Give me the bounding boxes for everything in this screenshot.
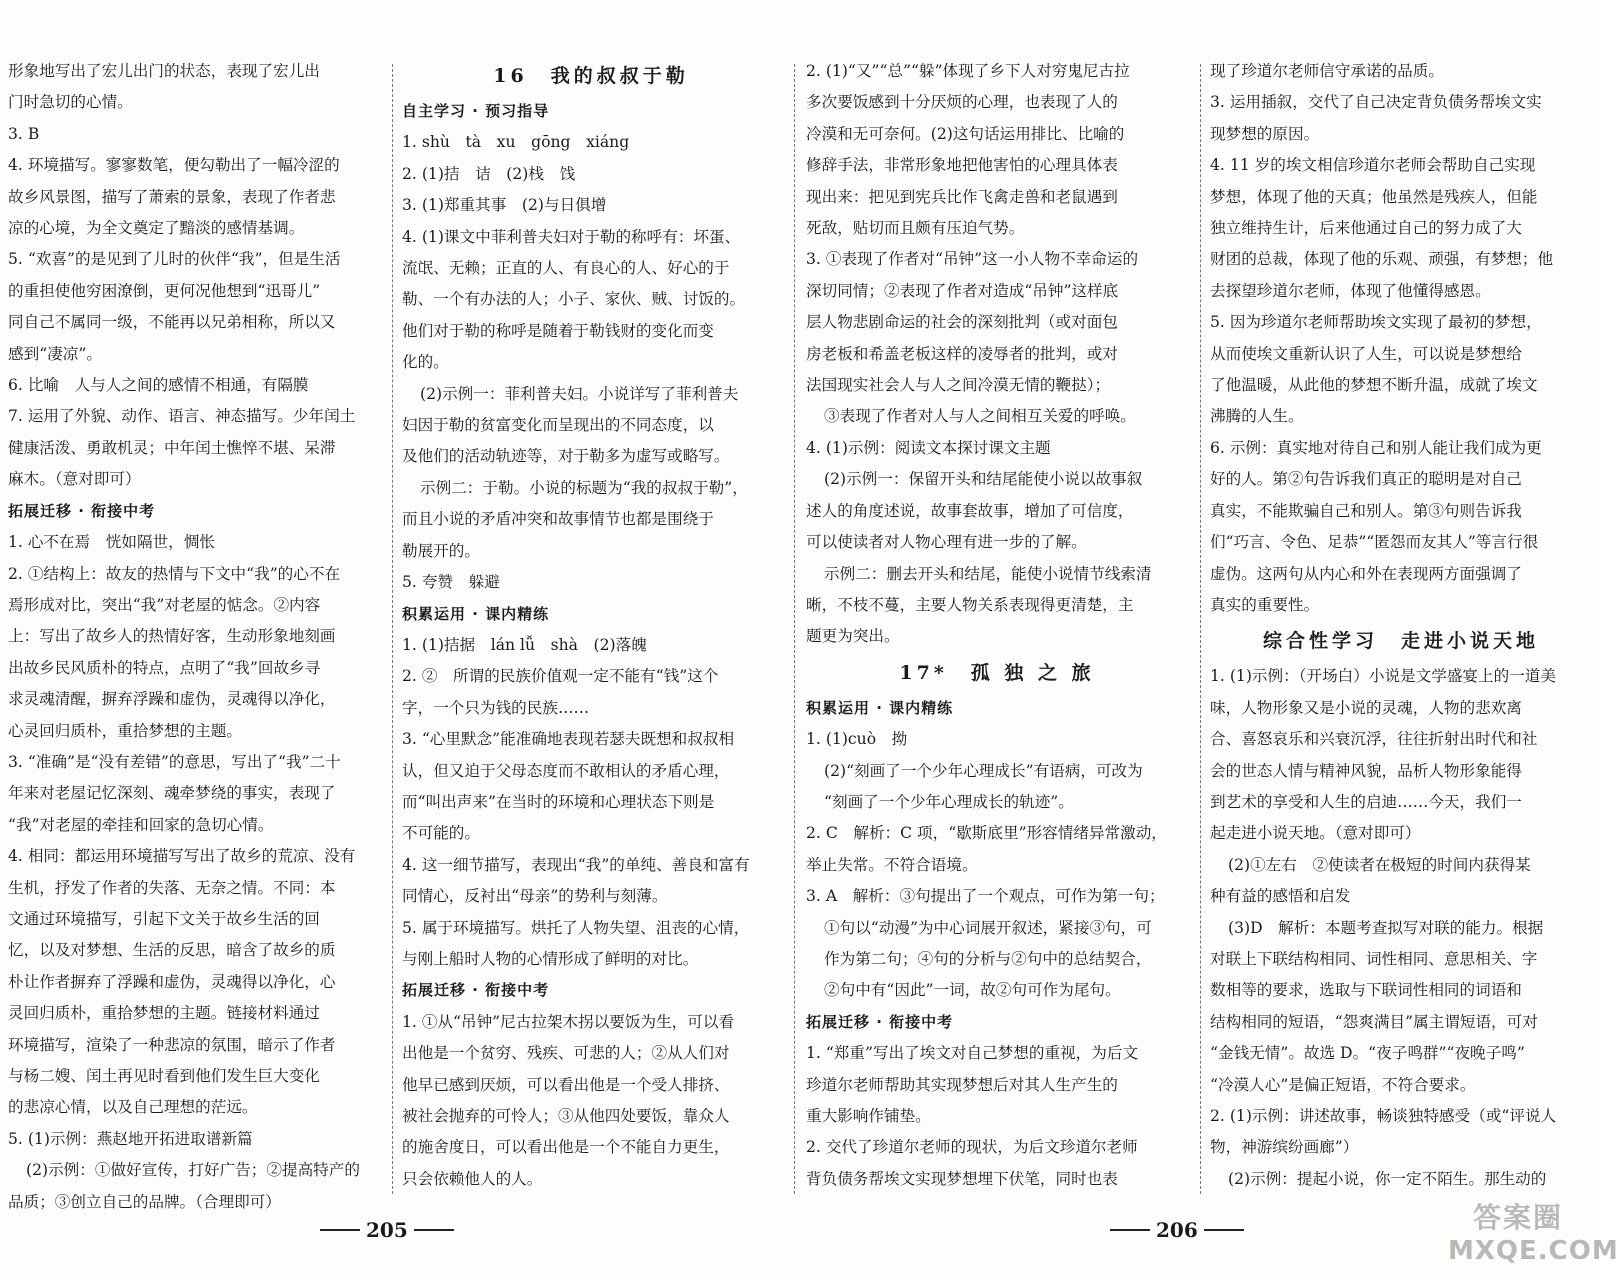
answer-line: 同情心，反衬出“母亲”的势利与刻薄。 — [402, 887, 668, 906]
answer-line: ①句以“动漫”为中心词展开叙述，紧接③句，可 — [824, 918, 1152, 937]
answer-line: 勒、一个有办法的人；小子、家伙、贼、讨饭的。 — [402, 290, 746, 309]
column-divider — [1200, 64, 1201, 1194]
answer-line: 法国现实社会人与人之间冷漠无情的鞭挞）； — [806, 376, 1111, 395]
answer-line: (2)“刻画了一个少年心理成长”有语病，可改为 — [824, 761, 1143, 780]
answer-line: 出他是一个贫穷、残疾、可悲的人；②从人们对 — [402, 1044, 730, 1063]
answer-line: 梦想，体现了他的天真；他虽然是残疾人，但能 — [1210, 187, 1538, 206]
answer-line: “我”对老屋的牵挂和回家的急切心情。 — [8, 815, 274, 834]
answer-line: 麻木。（意对即可） — [8, 470, 141, 489]
answer-line: 作为第二句；④句的分析与②句中的总结契合， — [824, 949, 1152, 968]
answer-line: (2)示例：提起小说，你一定不陌生。那生动的 — [1228, 1169, 1547, 1188]
answer-line: 3. ①表现了作者对“吊钟”这一小人物不幸命运的 — [806, 250, 1139, 269]
answer-line: 真实，不能欺骗自己和别人。第③句则告诉我 — [1210, 501, 1522, 520]
answer-line: 1. (1)示例：（开场白）小说是文学盛宴上的一道美 — [1210, 667, 1556, 686]
answer-line: 对联上下联结构相同、词性相同、意思相关、字 — [1210, 949, 1538, 968]
answer-line: 2. 交代了珍道尔老师的现状，为后文珍道尔老师 — [806, 1138, 1138, 1157]
answer-line: “冷漠人心”是偏正短语，不符合要求。 — [1210, 1075, 1476, 1094]
answer-line: 死敌，贴切而且颇有压迫气势。 — [806, 219, 1025, 238]
answer-line: 只会依赖他人的人。 — [402, 1169, 543, 1188]
answer-line: 从而使埃文重新认识了人生，可以说是梦想给 — [1210, 344, 1522, 363]
gutter-divider — [794, 64, 795, 1194]
answer-line: 及他们的活动轨迹等，对于勒多为虚写或略写。 — [402, 447, 730, 466]
answer-line: “金钱无情”。故选 D。“夜子鸣群”“夜晚子鸣” — [1210, 1044, 1525, 1063]
answer-line: 冷漠和无可奈何。(2)这句话运用排比、比喻的 — [806, 124, 1125, 143]
answer-line: (2)①左右 ②使读者在极短的时间内获得某 — [1228, 855, 1531, 874]
answer-line: (3)D 解析：本题考查拟写对联的能力。根据 — [1228, 918, 1544, 937]
answer-line: 1. (1)拮据 lán lǚ shà (2)落魄 — [402, 635, 647, 654]
answer-line: 述人的角度述说，故事套故事，增加了可信度， — [806, 501, 1134, 520]
answer-line: 3. B — [8, 124, 40, 143]
answer-line: 财团的总裁，体现了他的乐观、顽强，有梦想；他 — [1210, 250, 1554, 269]
answer-line: 文通过环境描写，引起下文关于故乡生活的回 — [8, 909, 320, 928]
answer-line: 的重担使他穷困潦倒，更何况他想到“迅哥儿” — [8, 281, 321, 300]
answer-line: 到艺术的享受和人生的启迪……今天，我们一 — [1210, 792, 1522, 811]
section-heading: 拓展迁移 · 衔接中考 — [402, 981, 550, 1000]
answer-line: 去探望珍道尔老师，体现了他懂得感恩。 — [1210, 281, 1491, 300]
column-divider — [392, 64, 393, 1194]
answer-line: 门时急切的心情。 — [8, 93, 133, 112]
answer-line: 房老板和希盖老板这样的凌辱者的批判，或对 — [806, 344, 1118, 363]
page-number-left: 205 — [320, 1218, 454, 1242]
answer-line: 1. “郑重”写出了埃文对自己梦想的重视，为后文 — [806, 1044, 1139, 1063]
answer-line: 沸腾的人生。 — [1210, 407, 1304, 426]
answer-line: 起走进小说天地。（意对即可） — [1210, 824, 1421, 843]
answer-line: 健康活泼、勇敢机灵；中年闰土憔悴不堪、呆滞 — [8, 438, 336, 457]
answer-line: 被社会抛弃的可怜人；③从他四处要饭，靠众人 — [402, 1107, 730, 1125]
column-3 — [806, 56, 1188, 1196]
answer-line: 多次要饭感到十分厌烦的心理，也表现了人的 — [806, 93, 1118, 112]
answer-line: “刻画了一个少年心理成长的轨迹”。 — [824, 792, 1074, 811]
answer-line: (2)示例一：保留开头和结尾能使小说以故事叙 — [824, 470, 1143, 489]
answer-line: 3. A 解析：③句提出了一个观点，可作为第一句； — [806, 887, 1165, 906]
answer-line: 化的。 — [402, 353, 449, 372]
answer-line: 2. (1)示例：讲述故事，畅谈独特感受（或“评说人 — [1210, 1107, 1557, 1125]
answer-line: 虚伪。这两句从内心和外在表现两方面强调了 — [1210, 564, 1522, 583]
answer-line: 5. 因为珍道尔老师帮助埃文实现了最初的梦想， — [1210, 313, 1542, 332]
answer-line: 3. 运用插叙，交代了自己决定背负债务帮埃文实 — [1210, 93, 1542, 112]
answer-line: 6. 比喻 人与人之间的感情不相通，有隔膜 — [8, 376, 309, 395]
answer-line: 而“叫出声来”在当时的环境和心理状态下则是 — [402, 792, 715, 811]
answer-line: 真实的重要性。 — [1210, 595, 1320, 614]
answer-line: 种有益的感悟和启发 — [1210, 887, 1351, 906]
answer-line: 2. ② 所谓的民族价值观一定不能有“钱”这个 — [402, 667, 719, 686]
answer-line: 物，神游缤纷画廊”） — [1210, 1138, 1359, 1157]
answer-line: 们“巧言、令色、足恭”“匿怨而友其人”等言行很 — [1210, 533, 1539, 552]
answer-line: 字，一个只为钱的民族…… — [402, 698, 590, 717]
answer-line: 晰，不枝不蔓，主要人物关系表现得更清楚，主 — [806, 595, 1134, 614]
answer-line: 举止失常。不符合语境。 — [806, 855, 978, 874]
answer-line: 1. (1)cuò 拗 — [806, 730, 908, 749]
lesson-title: 17* 孤 独 之 旅 — [899, 661, 1095, 684]
answer-line: 心灵回归质朴，重拾梦想的主题。 — [8, 721, 242, 740]
section-heading: 积累运用 · 课内精练 — [806, 698, 954, 717]
answer-line: 的施舍度日，可以看出他是一个不能自力更生， — [402, 1138, 730, 1157]
answer-line: 凉的心境，为全文奠定了黯淡的感情基调。 — [8, 219, 305, 238]
answer-line: 求灵魂清醒，摒弃浮躁和虚伪，灵魂得以净化， — [8, 690, 336, 709]
lesson-title: 综合性学习 走进小说天地 — [1262, 630, 1539, 653]
answer-line: 1. ①从“吊钟”尼古拉架木拐以要饭为生，可以看 — [402, 1012, 735, 1031]
answer-line: 可以使读者对人物心理有进一步的了解。 — [806, 533, 1087, 552]
answer-line: 2. C 解析：C 项，“歇斯底里”形容情绪异常激动， — [806, 824, 1167, 843]
answer-line: 题更为突出。 — [806, 627, 900, 646]
answer-line: 珍道尔老师帮助其实现梦想后对其人生产生的 — [806, 1075, 1118, 1094]
answer-line: 深切同情；②表现了作者对造成“吊钟”这样底 — [806, 281, 1119, 300]
answer-line: 同自己不属同一级，不能再以兄弟相称，所以又 — [8, 313, 336, 332]
answer-line: 忆，以及对梦想、生活的反思，暗含了故乡的质 — [8, 941, 336, 960]
answer-line: (2)示例一：菲利普夫妇。小说详写了菲利普夫 — [420, 384, 739, 403]
section-heading: 拓展迁移 · 衔接中考 — [8, 501, 156, 520]
answer-line: 现出来：把见到宪兵比作飞禽走兽和老鼠遇到 — [806, 187, 1118, 206]
answer-line: 与杨二嫂、闰土再见时看到他们发生巨大变化 — [8, 1067, 320, 1085]
watermark-logo: 答案圈 MXQE.COM — [1448, 1201, 1619, 1266]
answer-line: 环境描写，渲染了一种悲凉的氛围，暗示了作者 — [8, 1035, 336, 1054]
answer-line: 5. 属于环境描写。烘托了人物失望、沮丧的心情， — [402, 918, 750, 937]
answer-line: 3. “心里默念”能准确地表现若瑟夫既想和叔叔相 — [402, 730, 735, 749]
answer-line: 示例二：于勒。小说的标题为“我的叔叔于勒”， — [420, 478, 748, 497]
answer-line: 结构相同的短语，“怨爽满目”属主谓短语，可对 — [1210, 1012, 1538, 1031]
answer-line: 层人物悲剧命运的社会的深刻批判（或对面包 — [806, 313, 1118, 332]
answer-line: 合、喜怒哀乐和兴衰沉浮，往往折射出时代和社 — [1210, 730, 1538, 749]
answer-line: 出故乡民风质朴的特点，点明了“我”回故乡寻 — [8, 658, 321, 677]
answer-line: 焉形成对比，突出“我”对老屋的惦念。②内容 — [8, 595, 321, 614]
answer-line: (2)示例：①做好宣传，打好广告；②提高特产的 — [26, 1161, 360, 1180]
answer-line: 重大影响作铺垫。 — [806, 1107, 931, 1125]
answer-line: 独立维持生计，后来他通过自己的努力成了大 — [1210, 219, 1522, 238]
answer-line: 5. (1)示例：燕赵地开拓进取谱新篇 — [8, 1129, 253, 1148]
answer-line: ②句中有“因此”一词，故②句可作为尾句。 — [824, 981, 1121, 1000]
answer-line: 2. (1)拮 诘 (2)栈 饯 — [402, 164, 576, 183]
answer-line: 会的世态人情与精神风貌，品析人物形象能得 — [1210, 761, 1522, 780]
answer-line: 的悲凉心情，以及自己理想的茫远。 — [8, 1098, 258, 1117]
answer-line: 2. (1)“又”“总”“躲”体现了乡下人对穷鬼尼古拉 — [806, 62, 1130, 80]
answer-line: 5. 夸赞 躲避 — [402, 573, 500, 592]
answer-line: 背负债务帮埃文实现梦想埋下伏笔，同时也表 — [806, 1169, 1118, 1188]
answer-line: 形象地写出了宏儿出门的状态，表现了宏儿出 — [8, 62, 320, 80]
answer-line: 勒展开的。 — [402, 541, 480, 560]
section-heading: 积累运用 · 课内精练 — [402, 604, 550, 623]
answer-line: 现梦想的原因。 — [1210, 124, 1320, 143]
answer-line: 生机，抒发了作者的失落、无奈之情。不同：本 — [8, 878, 336, 897]
answer-line: 而且小说的矛盾冲突和故事情节也都是围绕于 — [402, 510, 714, 529]
answer-line: 不可能的。 — [402, 824, 480, 843]
section-heading: 拓展迁移 · 衔接中考 — [806, 1012, 954, 1031]
answer-line: 品质；③创立自己的品牌。（合理即可） — [8, 1192, 281, 1211]
answer-line: 4. (1)课文中菲利普夫妇对于勒的称呼有：坏蛋、 — [402, 227, 741, 246]
answer-line: 修辞手法，非常形象地把他害怕的心理具体表 — [806, 156, 1118, 175]
answer-line: 4. 环境描写。寥寥数笔，便勾勒出了一幅冷涩的 — [8, 156, 340, 175]
answer-line: 1. shù tà xu gōng xiáng — [402, 133, 630, 152]
answer-line: 味，人物形象又是小说的灵魂，人物的悲欢离 — [1210, 698, 1522, 717]
answer-line: 1. 心不在焉 恍如隔世，惆怅 — [8, 533, 215, 552]
answer-line: 4. 相同：都运用环境描写写出了故乡的荒凉、没有 — [8, 847, 356, 866]
answer-line: ③表现了作者对人与人之间相互关爱的呼唤。 — [824, 407, 1136, 426]
page-number-right: 206 — [1110, 1218, 1244, 1242]
column-1 — [8, 56, 380, 1211]
answer-line: 妇因于勒的贫富变化而呈现出的不同态度，以 — [402, 416, 714, 435]
answer-line: 3. “准确”是“没有差错”的意思，写出了“我”二十 — [8, 752, 341, 771]
answer-line: 年来对老屋记忆深刻、魂牵梦绕的事实，表现了 — [8, 784, 336, 803]
answer-line: 感到“凄凉”。 — [8, 344, 102, 363]
column-4 — [1210, 56, 1592, 1196]
answer-line: 4. 这一细节描写，表现出“我”的单纯、善良和富有 — [402, 855, 750, 874]
answer-line: 4. 11 岁的埃文相信珍道尔老师会帮助自己实现 — [1210, 156, 1536, 175]
column-2 — [402, 56, 780, 1196]
answer-line: 7. 运用了外貌、动作、语言、神态描写。少年闰土 — [8, 407, 356, 426]
answer-line: 2. ①结构上：故友的热情与下文中“我”的心不在 — [8, 564, 341, 583]
answer-line: 他早已感到厌烦，可以看出他是一个受人排挤、 — [402, 1075, 730, 1094]
answer-line: 他们对于勒的称呼是随着于勒钱财的变化而变 — [402, 321, 714, 340]
lesson-title: 16 我的叔叔于勒 — [493, 65, 689, 87]
section-heading: 自主学习 · 预习指导 — [402, 102, 550, 120]
answer-line: 与刚上船时人物的心情形成了鲜明的对比。 — [402, 949, 699, 968]
answer-line: 示例二：删去开头和结尾，能使小说情节线索清 — [824, 564, 1152, 583]
answer-line: 好的人。第②句告诉我们真正的聪明是对自己 — [1210, 470, 1522, 489]
answer-line: 4. (1)示例：阅读文本探讨课文主题 — [806, 438, 1051, 457]
answer-line: 3. (1)郑重其事 (2)与日俱增 — [402, 196, 607, 215]
answer-line: 认，但又迫于父母态度而不敢相认的矛盾心理， — [402, 761, 730, 780]
answer-line: 数相等的要求，选取与下联词性相同的词语和 — [1210, 981, 1522, 1000]
answer-line: 现了珍道尔老师信守承诺的品质。 — [1210, 62, 1444, 80]
answer-line: 了他温暖，从此他的梦想不断升温，成就了埃文 — [1210, 376, 1538, 395]
answer-line: 5. “欢喜”的是见到了儿时的伙伴“我”，但是生活 — [8, 250, 341, 269]
answer-line: 6. 示例：真实地对待自己和别人能让我们成为更 — [1210, 438, 1542, 457]
answer-line: 朴让作者摒弃了浮躁和虚伪，灵魂得以净化，心 — [8, 972, 336, 991]
answer-line: 上：写出了故乡人的热情好客，生动形象地刻画 — [8, 627, 336, 646]
answer-line: 灵回归质朴，重拾梦想的主题。链接材料通过 — [8, 1004, 320, 1023]
answer-line: 流氓、无赖；正直的人、有良心的人、好心的于 — [402, 259, 730, 278]
answer-line: 故乡风景图，描写了萧索的景象，表现了作者悲 — [8, 187, 336, 206]
